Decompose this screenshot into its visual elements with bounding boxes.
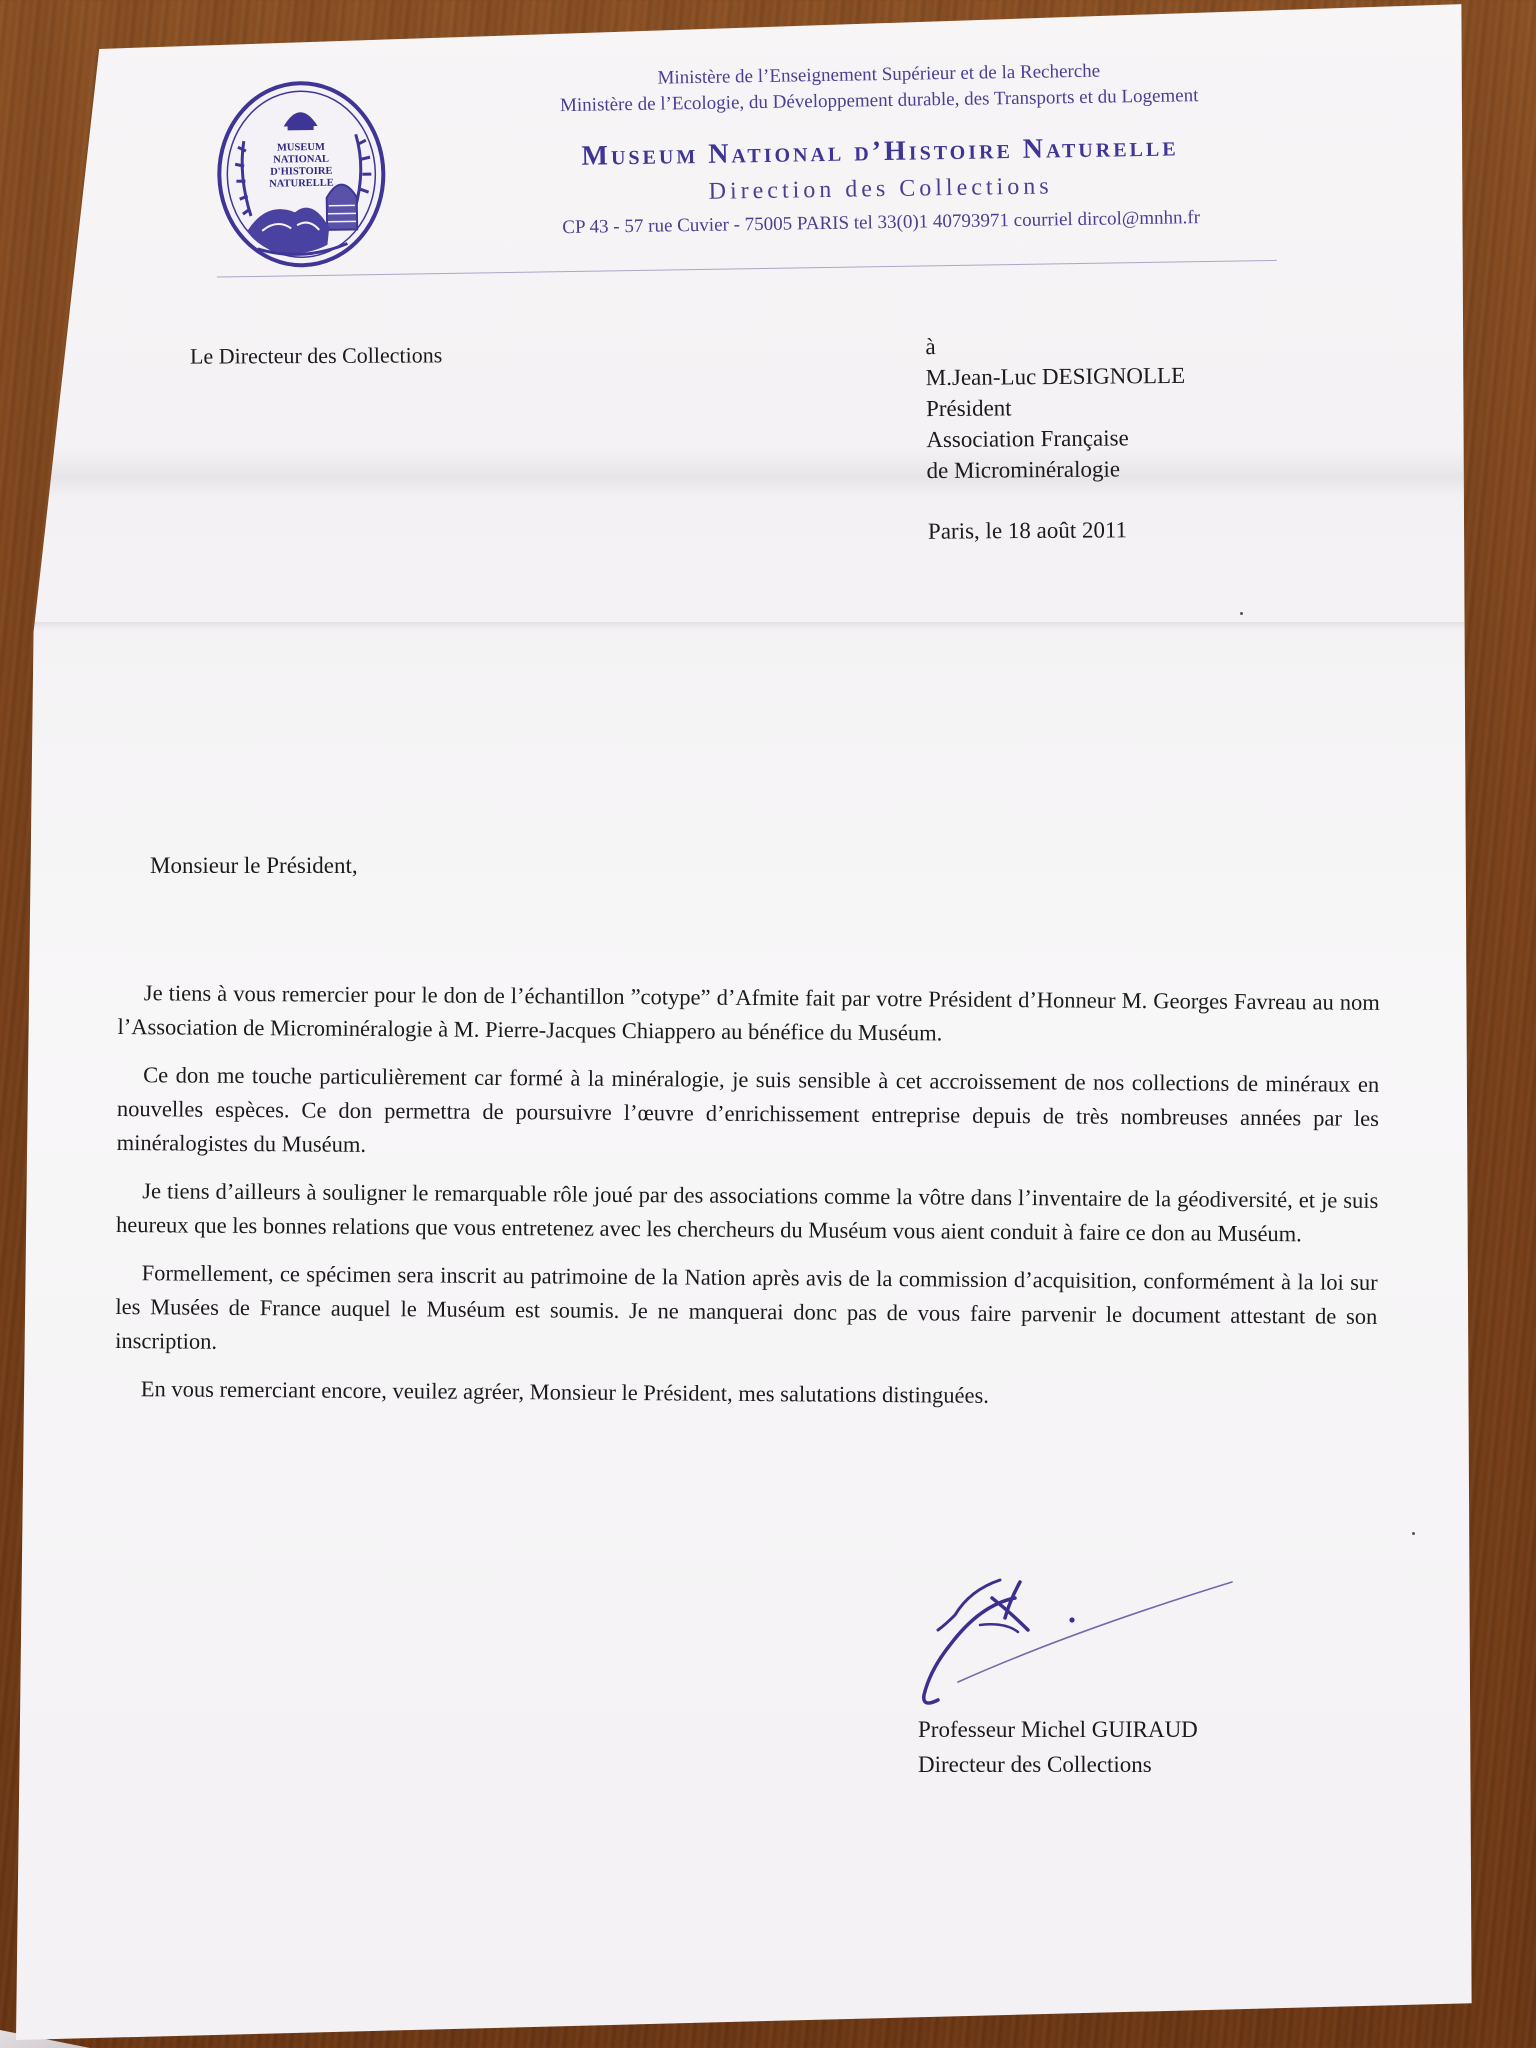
recipient-line: de Microminéralogie: [926, 456, 1121, 484]
paper-speck: [1240, 612, 1243, 615]
body-paragraph: Je tiens d’ailleurs à souligner le remarquable rôle joué par des associations comme la vôtre dans l’inventaire de la géodiversité, et je suis heureux que les bonnes relations que vous entretenez avec les chercheurs du Muséum vous aient conduit à faire ce don au Muséum.: [115, 1178, 1379, 1247]
letterhead: [0, 0, 1536, 302]
institution-name: Museum National d’Histoire Naturelle: [581, 131, 1179, 172]
seal-text-3: D'HISTOIRE: [270, 165, 333, 178]
body-paragraph: Formellement, ce spécimen sera inscrit au patrimoine de la Nation après avis de la commission d’acquisition, conformément à la loi sur les Musées de France auquel le Muséum est soumis. Je ne manquerai donc pas de vous faire parvenir le document attestant de son inscription.: [115, 1260, 1378, 1354]
department-name: Direction des Collections: [708, 173, 1053, 205]
closing-paragraph: En vous remerciant encore, veuilez agréer, Monsieur le Président, mes salutations distinguées.: [140, 1376, 990, 1408]
signatory-block: [918, 1712, 1198, 1782]
recipient-line: M.Jean-Luc DESIGNOLLE: [925, 362, 1186, 391]
letter-date: Paris, le 18 août 2011: [927, 517, 1128, 544]
museum-seal-icon: [215, 79, 388, 270]
signatory-title: Directeur des Collections: [918, 1752, 1152, 1777]
signatory-name: Professeur Michel GUIRAUD: [918, 1717, 1198, 1742]
body-paragraph: Je tiens à vous remercier pour le don de l’échantillon ”cotype” d’Afmite fait par votre Président d’Honneur M. Georges Favreau au nom l’Association de Microminéralogie à M. Pierre-Jacques Chiappero au bénéfice du Muséum.: [117, 980, 1380, 1046]
contact-line: CP 43 - 57 rue Cuvier - 75005 PARIS tel 33(0)1 40793971 courriel dircol@mnhn.fr: [562, 207, 1201, 239]
salutation: Monsieur le Président,: [150, 853, 358, 878]
paper-speck: [1412, 1532, 1415, 1535]
ministry-line-1: Ministère de l’Enseignement Supérieur et de la Recherche: [657, 60, 1101, 89]
sender-title: Le Directeur des Collections: [189, 342, 443, 369]
recipient-line: Président: [925, 395, 1012, 422]
handwritten-signature: [910, 1570, 1250, 1720]
seal-text-2: NATIONAL: [273, 153, 330, 166]
recipient-block: [925, 329, 1186, 486]
seal-text-1: MUSEUM: [276, 141, 325, 154]
seal-text-4: NATURELLE: [269, 177, 334, 190]
recipient-line: à: [925, 334, 936, 360]
recipient-line: Association Française: [926, 425, 1129, 453]
ministry-line-2: Ministère de l’Ecologie, du Développement durable, des Transports et du Logement: [559, 85, 1199, 117]
letter-body: [115, 976, 1380, 1430]
body-paragraph: Ce don me touche particulièrement car formé à la minéralogie, je suis sensible à cet accroissement de nos collections de minéraux en nouvelles espèces. Ce don permettra de poursuivre l’œuvre d’enrichissement entreprise depuis de très nombreuses années par les minéralogistes du Muséum.: [116, 1062, 1380, 1157]
